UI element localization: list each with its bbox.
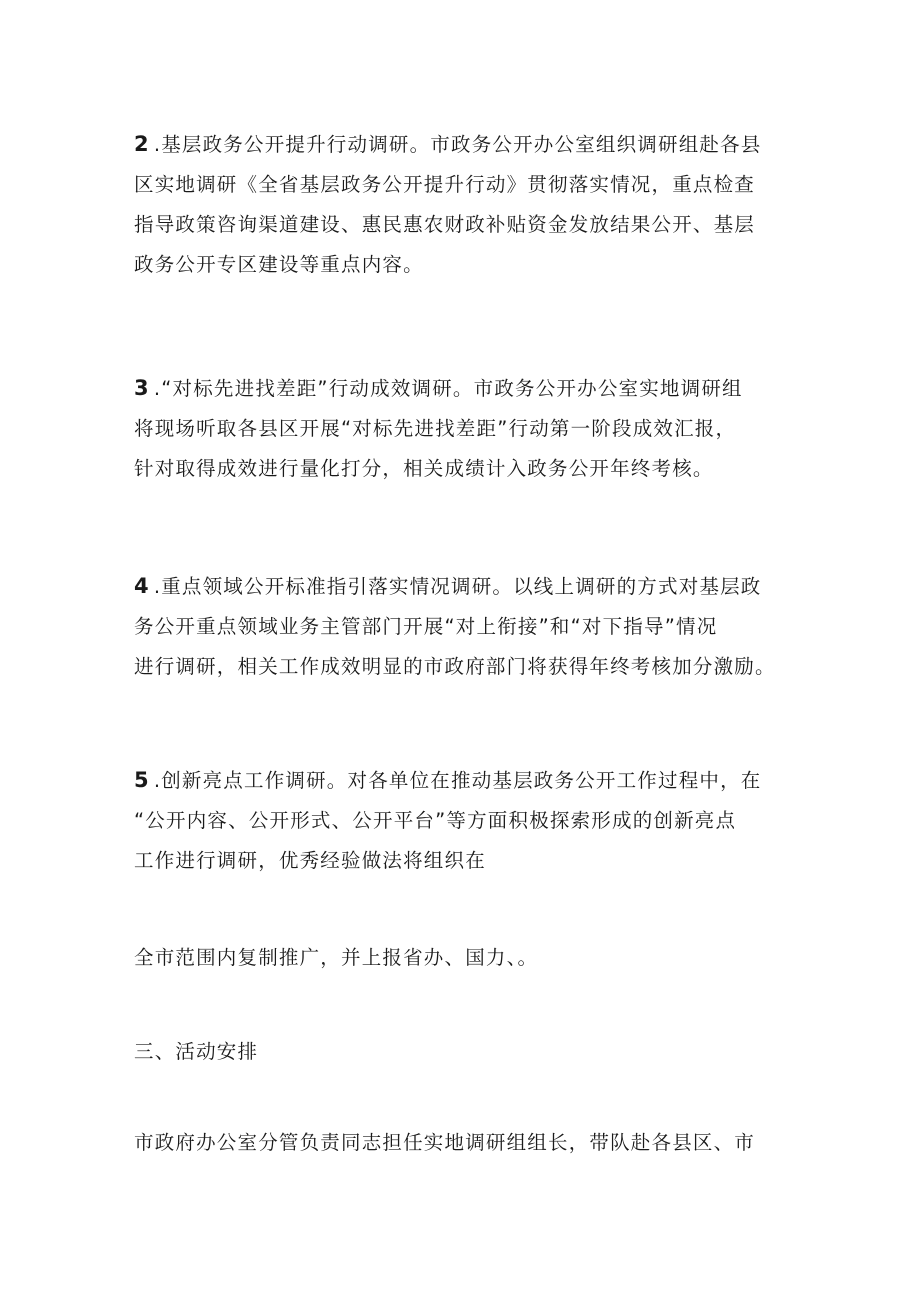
body-paragraph [134,1123,794,1163]
paragraph-line: 政务公开专区建设等重点内容。 [134,253,424,276]
item-number: 5 [134,768,150,792]
item-number: 2 [134,132,150,156]
paragraph-line: 针对取得成效进行量化打分，相关成绩计入政务公开年终考核。 [134,457,714,480]
paragraph-line: “公开内容、公开形式、公开平台”等方面积极探索形成的创新亮点 [134,809,737,832]
section-heading [134,1032,794,1072]
paragraph-item-5 [134,760,794,881]
paragraph-line: 指导政策咨询渠道建设、惠民惠农财政补贴资金发放结果公开、基层 [134,213,756,236]
paragraph-line: 3 .“对标先进找差距”行动成效调研。市政务公开办公室实地调研组 [134,376,743,400]
paragraph-line: 工作进行调研，优秀经验做法将组织在 [134,849,486,872]
paragraph-line: 市政府办公室分管负责同志担任实地调研组组长，带队赴各县区、市 [134,1131,756,1154]
paragraph-line: 5 .创新亮点工作调研。对各单位在推动基层政务公开工作过程中，在 [134,768,762,792]
item-number: 4 [134,574,150,598]
paragraph-line: 务公开重点领域业务主管部门开展“对上衔接”和“对下指导”情况 [134,615,718,638]
paragraph-line: 全市范围内复制推广，并上报省办、国力、。 [134,946,539,969]
heading-text: 三、活动安排 [134,1040,259,1063]
paragraph-item-4 [134,566,794,687]
paragraph-line: 2 .基层政务公开提升行动调研。市政务公开办公室组织调研组赴各县 [134,132,762,156]
paragraph-item-2 [134,124,794,285]
paragraph-line: 区实地调研《全省基层政务公开提升行动》贯彻落实情况，重点检查 [134,173,756,196]
paragraph-item-3 [134,368,794,489]
paragraph-line: 将现场听取各县区开展“对标先进找差距”行动第一阶段成效汇报， [134,417,737,440]
paragraph-line: 进行调研，相关工作成效明显的市政府部门将获得年终考核加分激励。 [134,655,776,678]
item-number: 3 [134,376,150,400]
paragraph-line: 4 .重点领域公开标准指引落实情况调研。以线上调研的方式对基层政 [134,574,762,598]
continuation-paragraph [134,938,794,978]
